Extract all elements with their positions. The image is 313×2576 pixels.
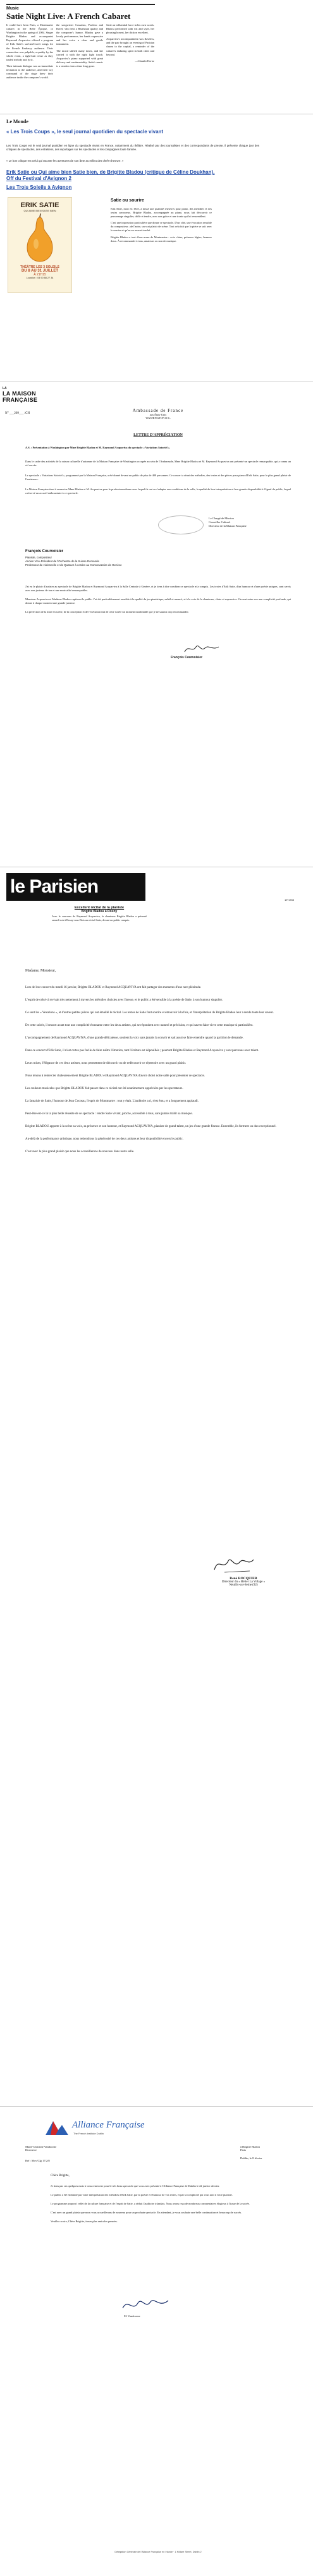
letter-paragraph: L'accompagnement de Raymond ACQUAVIVA, d'une grande délicatesse, soutient la voix sans jamais la couvrir et sait aussi se faire entendre quand la partition le demande. (25, 1037, 243, 1040)
letter-paragraph: L'esprit de celui-ci revivait très nettement à travers les mélodies choisies avec finesse, et le public a été sensible à la poésie de Satie, à son humour singulier. (25, 999, 223, 1002)
embassy-header (101, 408, 215, 419)
letter-paragraph: Dans ce concert d'Erik Satie, il n'est certes pas facile de faire naître l'émotion, tant l'écriture est dépouillée ; pourtant Brigitte Bladou et Raymond Acquaviva y sont parvenus avec talent. (25, 1049, 259, 1052)
article-p1: Erik Satie, mort en 1925, a laissé une quantité d'œuvres pour piano, des mélodies et des textes savoureux. Brigitte Bladou, accompagnée au piano, nous fait découvrir ce personnage singulier, drôle et tendre, avec une grâce et une ironie qui lui ressemblent. (111, 207, 212, 219)
le-monde-section (0, 115, 313, 380)
bellier-letter-body (25, 985, 291, 1157)
trois-coups-link[interactable]: « Les Trois Coups », le seul journal quotidien du spectacle vivant (6, 129, 164, 135)
trois-soleils-link[interactable]: Les Trois Soleils à Avignon (6, 184, 72, 190)
letter-title: LETTRE D'APPRÉCIATION (133, 433, 183, 437)
courvoisier-signature-scribble (183, 643, 221, 654)
vandoorne-signature-scribble (120, 2296, 171, 2314)
letter-p3: La Maison Française tient à remercier Mme Bladou et M. Acquaviva pour le professionnalisme avec lequel ils ont su s'adapter aux conditions de la salle, la qualité de leur interprétation et leur grande disponibilité à l'égard du public, lequel a réservé un accueil enthousiaste à ce spectacle. (25, 488, 291, 495)
letter-paragraph: Les couleurs musicales que Brigitte BLADOU fait passer dans ce récital ont été unanimement appréciées par les spectateurs. (25, 1087, 183, 1090)
signer-place: Neuilly-sur-Seine (92) (229, 1584, 258, 1587)
poster-title: ERIK SATIE (20, 202, 59, 209)
poster-subtitle: QUI AIME BIEN SATIE BIEN (23, 209, 56, 212)
letter-paragraph: Au-delà de la performance artistique, nous retiendrons la générosité de ces deux artistes et leur disponibilité envers le public. (25, 1138, 183, 1141)
review-column-3 (106, 23, 154, 66)
review-byline: —Claudia Horne (135, 59, 154, 63)
rocquier-signature-block (196, 1577, 291, 1587)
show-poster (8, 197, 72, 293)
critic-quote: « Le bon critique est celui qui raconte les aventures de son âme au milieu des chefs-d'œuvre. » (6, 159, 124, 162)
poster-venue: THÉÂTRE LES 3 SOLEILS (20, 265, 59, 269)
alliance-reference: Ref : Mcv/Clg 17/2/8 (25, 2159, 50, 2162)
letter-paragraph: Leurs mises, l'élégance de ces deux artistes, nous permettent de découvrir ou de redécouvrir ce répertoire avec un grand plaisir. (25, 1062, 187, 1065)
recipient-city: Paris (240, 2148, 246, 2152)
alliance-paragraph: Le programme proposé, reflet de la culture française et de l'esprit de Satie, a séduit l'auditoire irlandais. Nous avons reçu de nombreux commentaires élogieux à l'issue de la soirée. (51, 2202, 250, 2206)
courvoisier-p2: Monsieur Acquaviva et Madame Bladou captivent le public. J'ai été particulièrement sensible à la qualité du jeu pianistique, subtil et nuancé, et à la voix de la chanteuse, claire et expressive. On sent entre eux une complicité profonde, qui donne à chaque moment une grande justesse. (25, 598, 291, 605)
article-p2: C'est une impression particulière que donne ce spectacle. D'un côté, une évocation sensible du compositeur ; de l'autre, un vrai plaisir de scène. Tout cela fait que la pièce se suit avec le sourire et qu'on en ressort touché. (111, 221, 212, 232)
review-headline: Satie Night Live: A French Cabaret (6, 11, 131, 21)
greeting: Madame, Monsieur, (25, 969, 56, 973)
review-col3-p1: Satie an influential force in his own words. Bladou performed with wit and style, her phrasing honest, her diction excellent. (106, 23, 154, 35)
alliance-emblem-icon (44, 2120, 70, 2136)
divider (0, 2106, 313, 2107)
alliance-logo-sub: The French Institute Dublin (73, 2132, 104, 2135)
embassy-title: Ambassade de France (132, 408, 184, 413)
trois-coups-description: Les Trois Coups est le seul journal quotidien en ligne du spectacle vivant en France, notamment du théâtre. Réalisé par des journalistes et des correspondants de presse, il présente chaque jour des critiques de spectacles, des entretiens, des reportages sur les spectacles et les compagnies toute l'année. (6, 144, 259, 152)
signer-name: René ROCQUIER (230, 1577, 257, 1580)
maison-logo: LA LA MAISON FRANÇAISE (3, 387, 47, 403)
letter-paragraph: Peut-être est-ce là la plus belle réussite de ce spectacle : rendre Satie vivant, proche, accessible à tous, sans jamais trahir sa musique. (25, 1112, 193, 1116)
alliance-paragraph: Le public a été enchanté par votre interprétation des mélodies d'Erik Satie, par la poésie et l'humour de vos textes, et par la complicité qui vous unit à votre pianiste. (51, 2193, 233, 2197)
article-p3: Brigitte Bladou a tout d'une muse de Montmartre : voix claire, présence légère, humour doux. À recommander à tous, amateurs ou non de musique. (111, 235, 212, 243)
review-clipping (0, 0, 313, 112)
letter-paragraph: C'est avec le plus grand plaisir que nous les accueillerons de nouveau dans notre salle. (25, 1150, 135, 1153)
review-col2-p2: The mood shifted many times, and she carried it with the right light touch. Acquaviva's piano supported with great delicacy and sentimentality. Satie's music is a window into a time long gone. (56, 49, 103, 68)
review-kicker: Music (6, 6, 19, 11)
embassy-stamp (158, 515, 204, 534)
alliance-footer: Délégation Générale de l'Alliance Française en Irlande · 1 Kildare Street, Dublin 2 (114, 2551, 202, 2553)
parisien-logo (6, 873, 145, 901)
poster-dates: DU 8 AU 31 JUILLET (21, 269, 59, 273)
poster-time: À 21H15 (34, 273, 46, 277)
courvoisier-p3: La perfection de la mise en scène, de la conception et de l'exécution fait de cette soirée un moment inoubliable que je ne saurais trop recommander. (25, 610, 189, 614)
clipping-headline: Excellent récital de la pianiste (74, 906, 125, 910)
courvoisier-titles: Pianiste, compositeur Ancien Vice-Président de l'Orchestre de la Suisse Romande Professeur de violoncelle et de Quatuor à cordes au Conservatoire de Genève (25, 556, 122, 567)
review-column-2 (56, 23, 103, 71)
signer-title: Directeur du « Bélier La Village » (221, 1580, 266, 1584)
article-body (111, 207, 212, 246)
clipping-text: Avec le concours de Raymond Acquaviva, la chanteuse Brigitte Bladou a présenté samedi soir à Rosny-sous-Bois un récital Satie, devant un public conquis. (52, 915, 147, 922)
alliance-logo-text: Alliance Française (72, 2120, 145, 2130)
alliance-paragraph: Veuillez croire, Chère Brigitte, à mes plus amicales pensées. (51, 2220, 118, 2224)
alliance-paragraph: Je tiens par ces quelques mots à vous remercier pour le très beau spectacle que vous avez présenté à l'Alliance Française de Dublin le 22 janvier dernier. (51, 2184, 220, 2188)
courvoisier-body (25, 585, 291, 617)
maison-logo-text: LA MAISON FRANÇAISE (3, 390, 38, 403)
letter-paragraph: Nous tenons à remercier chaleureusement Brigitte BLADOU et Raymond ACQUAVIVA d'avoir choisi notre salle pour présenter ce spectacle. (25, 1074, 205, 1078)
embassy-line-3: WASHINGTON D.C. (145, 416, 171, 419)
letter-p2: Le spectacle « Variations Satoriel », programmé par la Maison Française, a été donné devant un public de plus de 400 personnes. Ce concert a réuni des mélodies, des textes et des pièces pour piano d'Erik Satie, pour le plus grand plaisir de l'assistance. (25, 474, 291, 481)
review-column-1 (6, 23, 53, 82)
letter-paragraph: Lors de leur concert du mardi 16 janvier, Brigitte BLADOU et Raymond ACQUAVIVA ont fait partager des moments d'une rare plénitude. (25, 986, 202, 989)
critique-link[interactable]: Erik Satie ou Qui aime bien Satie bien, de Brigitte Bladou (critique de Céline Doukhan), Off du Festival d'Avignon 2 (6, 169, 215, 181)
letter-paragraph: La fantaisie de Satie, l'humour de Jean Cocteau, l'esprit de Montmartre : tout y était. L'auditoire a ri, s'est ému, et a longuement applaudi. (25, 1100, 199, 1103)
embassy-line-2: aux États-Unis (149, 413, 167, 416)
clipping-subheadline: Brigitte Bladou à Rosny (81, 910, 118, 913)
letter-object: A.S. : Présentation à Washington par Mme Brigitte Bladou et M. Raymond Acquaviva du spectacle « Variations Satoriel ». (25, 446, 171, 449)
article-title: Satie ou sourire (111, 198, 144, 203)
sender-title: Directrice (25, 2148, 37, 2152)
review-col2-p1: the songwriter Cousteau, Poulenc and Ravel, who lent a Bluesman quality and the composer's humor. Bladou gave a lovely performance, her hands expressive and her voice a clear and gentle instrument. (56, 23, 103, 46)
letter-paragraph: Brigitte BLADOU apporte à la scène sa voix, sa présence et son humour, et Raymond ACQUAVIVA, pianiste de grand talent, un jeu d'une grande finesse. Ensemble, ils forment un duo exceptionnel. (25, 1125, 276, 1128)
letter-reference: N° ___209___ /CH (5, 412, 30, 415)
letter-date: Dublin, le 8 février (240, 2157, 262, 2160)
review-col1-p2: Their intimate dialogue was an immediate invitation to the audience, and their wry command of the stage drew their audience inside the composer's world. (6, 64, 54, 80)
le-monde-logo: Le Monde (6, 119, 28, 124)
maison-signature-block: Le Chargé de Mission Conseiller Culturel Directeur de la Maison Française (209, 517, 247, 527)
alliance-paragraph: C'est avec un grand plaisir que nous vous accueillerons de nouveau pour un prochain spectacle. En attendant, je vous souhaite une belle continuation et beaucoup de succès. (51, 2211, 242, 2215)
parisien-ref: 19°1783 (285, 898, 294, 901)
parisien-clipping (52, 906, 147, 925)
rocquier-signature-scribble (212, 1555, 256, 1574)
courvoisier-p1: J'ai eu le plaisir d'assister au spectacle de Brigitte Bladou et Raymond Acquaviva à la Salle Centrale à Genève, et je tiens à dire combien ce spectacle m'a conquis. Les textes d'Erik Satie, d'un humour et d'une poésie uniques, sont servis avec une justesse de ton et une musicalité remarquables. (25, 585, 291, 593)
sender-block (25, 2145, 56, 2152)
alliance-logo (44, 2120, 196, 2139)
maison-francaise-letter (0, 384, 313, 864)
alliance-letter-body (51, 2184, 266, 2226)
alliance-signature: M. Vandoorne (124, 2314, 140, 2318)
alliance-francaise-letter (0, 2109, 313, 2573)
poster-phone: Location : 04 90 88 27 34 (26, 277, 54, 279)
recipient-block (240, 2145, 260, 2152)
review-box (6, 4, 155, 111)
courvoisier-signature: François Courvoisier (171, 656, 203, 659)
letter-paragraph: Ce sont les « Vexations », et d'autres petites pièces qui ont émaillé le récital. Les textes de Satie font sourire et émouvoir à la fois, et l'interprétation de Brigitte Bladou leur a rendu toute leur saveur. (25, 1011, 274, 1014)
salutation: Chère Brigitte, (51, 2174, 70, 2177)
review-col1-p1: It could have been Paris, a Montmartre cabaret in the Belle Époque, or Washington in the spring of 2004. Singer Brigitte Bladou and accompanist Raymond Acquaviva offered a program of Erik Satie's sad-and-sweet songs for the French Embassy audience. Their connection was palpable, a quality by the whole event, a tight-knit revue as they traded melody and lyric. (6, 23, 53, 61)
le-parisien-section (0, 869, 313, 2104)
review-col3-p2: Acquaviva's accompaniment was flawless, and the pair brought an evening of Parisian charm to the capital, a reminder of the cabaret's enduring spirit in both cities and beyond. (106, 37, 154, 56)
sender-name: Marie-Christine Vandoorne (25, 2145, 57, 2148)
recipient-name: à Brigitte Bladou (240, 2145, 260, 2148)
pear-illustration (8, 214, 71, 264)
courvoisier-name: François Courvoisier (25, 550, 64, 553)
letter-paragraph: De cette soirée, il ressort avant tout une complicité étonnante entre les deux artistes, qui se répondent avec naturel et précision, et qui savent faire vivre cette musique si particulière. (25, 1024, 254, 1027)
letter-body (25, 460, 291, 498)
letter-p1: Dans le cadre des activités de la saison culturelle d'automne de la Maison Française de Washington occupée au sein de l'Ambassade, Mme Brigitte Bladou et M. Raymond Acquaviva ont présenté un spectacle remarquable, qui a connu un vif succès. (25, 460, 291, 467)
parisien-logo-text: le Parisien (10, 876, 99, 897)
